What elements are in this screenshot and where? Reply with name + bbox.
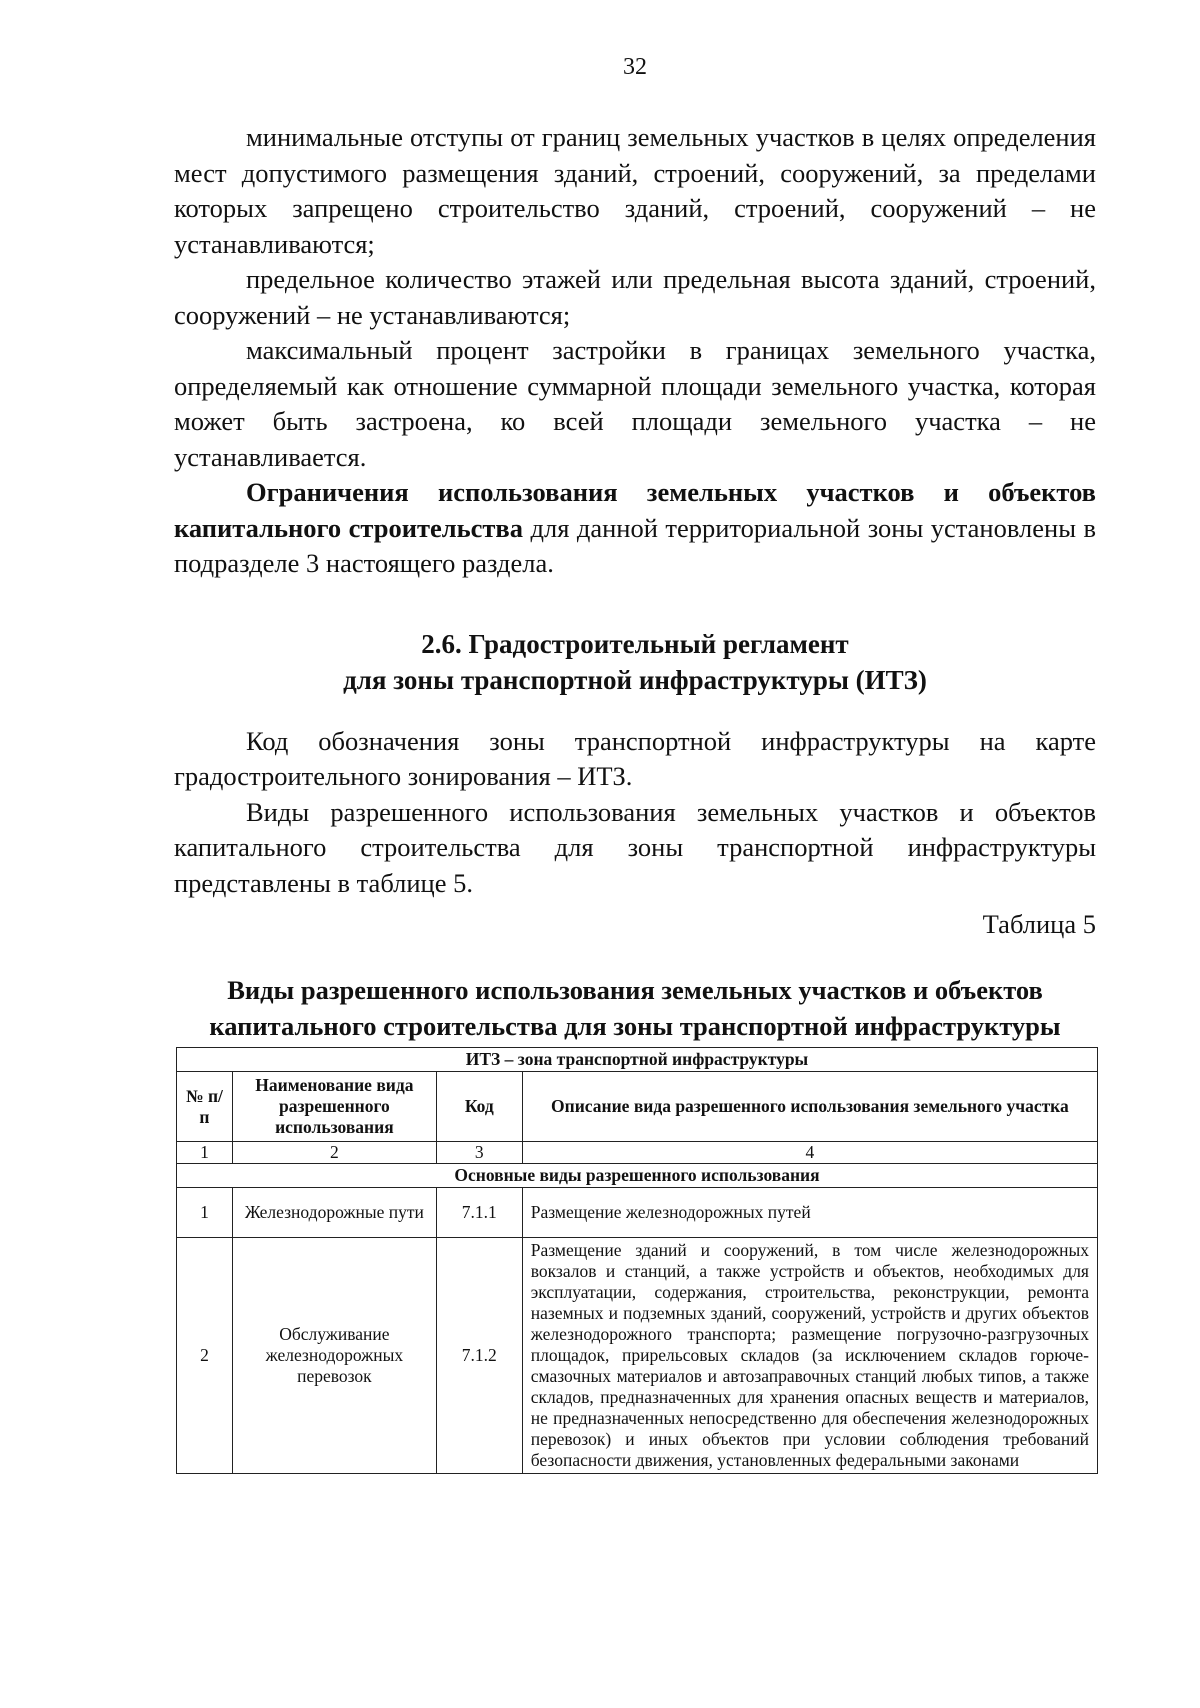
document-body (174, 120, 1096, 1044)
header-name: Наименование вида разрешенного использования (232, 1072, 436, 1142)
paragraph-table-ref: Виды разрешенного использования земельных участков и объектов капитального строительства для зоны транспортной инфраструктуры представлены в таблице 5. (174, 796, 1096, 898)
header-code: Код (436, 1072, 522, 1142)
page-number: 32 (623, 54, 647, 80)
colnum-2: 2 (232, 1142, 436, 1164)
colnum-1: 1 (177, 1142, 233, 1164)
row-name: Обслуживание железнодорожных перевозок (232, 1238, 436, 1474)
table-title-line1: Виды разрешенного использования земельных участков и объектов (227, 975, 1043, 1005)
paragraph-setbacks: минимальные отступы от границ земельных участков в целях определения мест допустимого размещения зданий, строений, сооружений, за пределами которых запрещено строительство зданий, строений, сооружений – не устанавливаются; (174, 122, 1096, 259)
row-num: 2 (177, 1238, 233, 1474)
restrictions-bold: Ограничения использования земельных участков и объектов капитального строительства (174, 477, 1096, 543)
row-description: Размещение железнодорожных путей (522, 1188, 1097, 1238)
table-colnum-row (177, 1142, 1098, 1164)
permitted-uses-table (176, 1047, 1098, 1474)
table-row (177, 1188, 1098, 1238)
zone-header: ИТЗ – зона транспортной инфраструктуры (177, 1048, 1098, 1072)
paragraph-build-percent: максимальный процент застройки в границах земельного участка, определяемый как отношение суммарной площади земельного участка, которая может быть застроена, ко всей площади земельного участка – не устанавливается. (174, 335, 1096, 472)
section-title (174, 626, 1096, 698)
paragraph-zone-code: Код обозначения зоны транспортной инфраструктуры на карте градостроительного зонирования – ИТЗ. (174, 725, 1096, 791)
row-description: Размещение зданий и сооружений, в том числе железнодорожных вокзалов и станций, а также устройств и объектов, необходимых для эксплуатации, содержания, строительства, реконструкции, ремонта наземных и подземных зданий, сооружений, устройств и других объектов железнодорожного транспорта; размещение погрузочно-разгрузочных площадок, прирельсовых складов (за исключением складов горюче-смазочных материалов и автозаправочных станций любых типов, а также складов, предназначенных для хранения опасных веществ и материалов, не предназначенных непосредственно для обеспечения железнодорожных перевозок) и иных объектов при условии соблюдения требований безопасности движения, установленных федеральными законами (522, 1238, 1097, 1474)
table-header-row (177, 1072, 1098, 1142)
group-header: Основные виды разрешенного использования (177, 1164, 1098, 1188)
header-num: № п/п (177, 1072, 233, 1142)
paragraph-floors: предельное количество этажей или предельная высота зданий, строений, сооружений – не устанавливаются; (174, 264, 1096, 330)
table-row (177, 1238, 1098, 1474)
colnum-3: 3 (436, 1142, 522, 1164)
table-title-line2: капитального строительства для зоны транспортной инфраструктуры (209, 1011, 1061, 1041)
row-code: 7.1.1 (436, 1188, 522, 1238)
row-name: Железнодорожные пути (232, 1188, 436, 1238)
table-title (174, 972, 1096, 1044)
row-num: 1 (177, 1188, 233, 1238)
restrictions-rest: для данной территориальной зоны установлены в подразделе 3 настоящего раздела. (174, 512, 1096, 578)
header-description: Описание вида разрешенного использования земельного участка (522, 1072, 1097, 1142)
colnum-4: 4 (522, 1142, 1097, 1164)
table-group-row (177, 1164, 1098, 1188)
row-code: 7.1.2 (436, 1238, 522, 1474)
table-zone-header-row (177, 1048, 1098, 1072)
paragraph-restrictions (174, 475, 1096, 582)
section-title-line2: для зоны транспортной инфраструктуры (ИТЗ) (343, 664, 927, 695)
section-title-line1: 2.6. Градостроительный регламент (421, 628, 849, 659)
table-label: Таблица 5 (982, 909, 1096, 939)
